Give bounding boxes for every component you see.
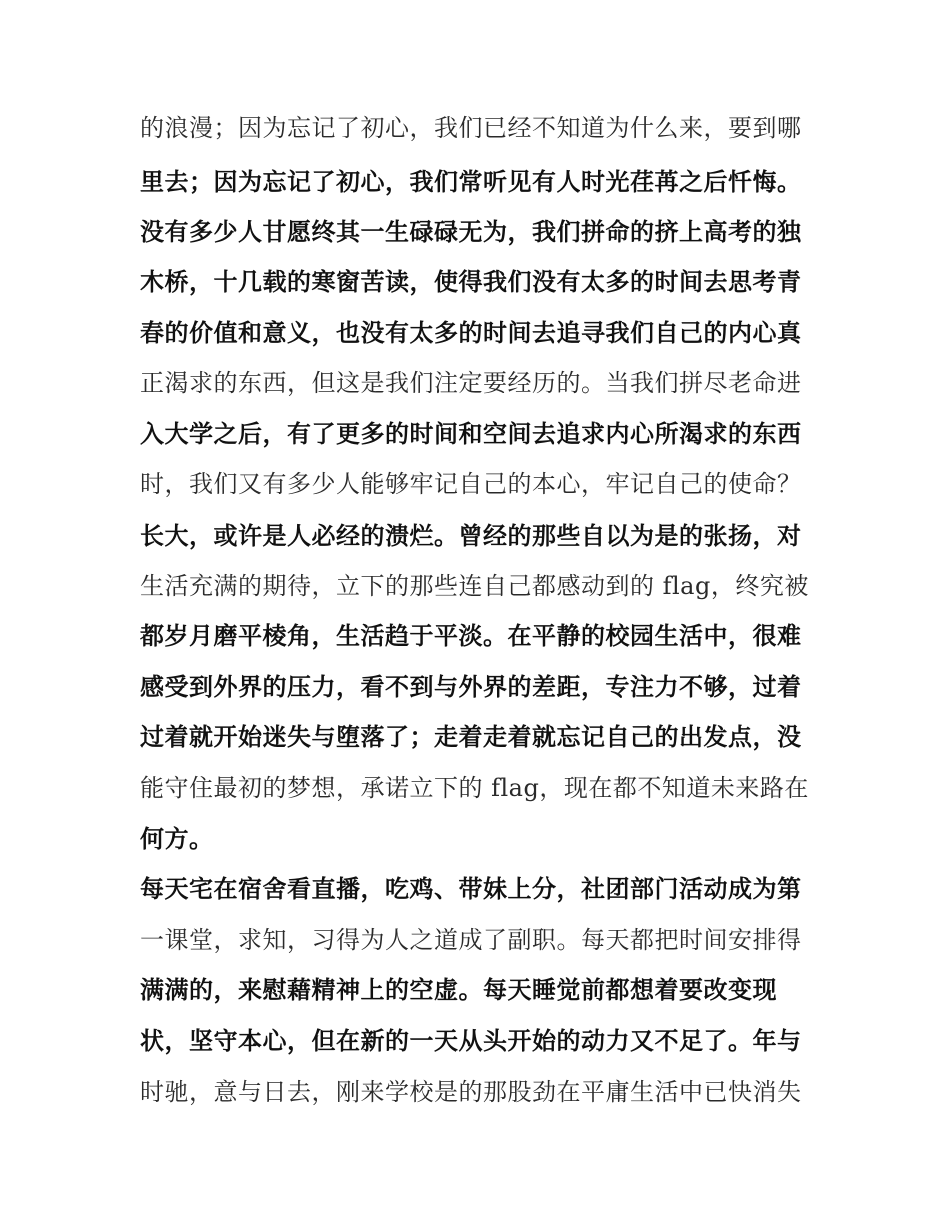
text-line-5: 春的价值和意义，也没有太多的时间去追寻我们自己的内心真 bbox=[140, 319, 802, 347]
text-line-1: 的浪漫；因为忘记了初心，我们已经不知道为什么来，要到哪 bbox=[140, 114, 802, 142]
text-line-9: 长大，或许是人必经的溃烂。曾经的那些自以为是的张扬，对 bbox=[140, 522, 802, 550]
text-line-17: 一课堂，求知，习得为人之道成了副职。每天都把时间安排得 bbox=[140, 926, 802, 954]
text-line-16: 每天宅在宿舍看直播，吃鸡、带妹上分，社团部门活动成为第 bbox=[140, 875, 802, 903]
text-line-12: 感受到外界的压力，看不到与外界的差距，专注力不够，过着 bbox=[140, 673, 802, 701]
text-line-4: 木桥，十几载的寒窗苦读，使得我们没有太多的时间去思考青 bbox=[140, 268, 802, 296]
text-line-6: 正渴求的东西，但这是我们注定要经历的。当我们拼尽老命进 bbox=[140, 369, 802, 397]
text-line-18: 满满的，来慰藉精神上的空虚。每天睡觉前都想着要改变现 bbox=[140, 976, 777, 1004]
text-line-10: 生活充满的期待，立下的那些连自己都感动到的 flag，终究被 bbox=[140, 572, 809, 600]
text-line-11: 都岁月磨平棱角，生活趋于平淡。在平静的校园生活中，很难 bbox=[140, 622, 802, 650]
text-line-7: 入大学之后，有了更多的时间和空间去追求内心所渴求的东西 bbox=[140, 420, 802, 448]
text-line-20: 时驰，意与日去，刚来学校是的那股劲在平庸生活中已快消失 bbox=[140, 1078, 802, 1106]
text-line-19: 状，坚守本心，但在新的一天从头开始的动力又不足了。年与 bbox=[140, 1027, 802, 1055]
text-line-13: 过着就开始迷失与堕落了；走着走着就忘记自己的出发点，没 bbox=[140, 723, 802, 751]
text-line-3: 没有多少人甘愿终其一生碌碌无为，我们拼命的挤上高考的独 bbox=[140, 218, 802, 246]
text-line-2: 里去；因为忘记了初心，我们常听见有人时光荏苒之后忏悔。 bbox=[140, 168, 802, 196]
text-line-15: 何方。 bbox=[140, 825, 214, 853]
text-line-8: 时，我们又有多少人能够牢记自己的本心，牢记自己的使命？ bbox=[140, 470, 802, 498]
text-line-14: 能守住最初的梦想，承诺立下的 flag，现在都不知道未来路在 bbox=[140, 774, 809, 802]
